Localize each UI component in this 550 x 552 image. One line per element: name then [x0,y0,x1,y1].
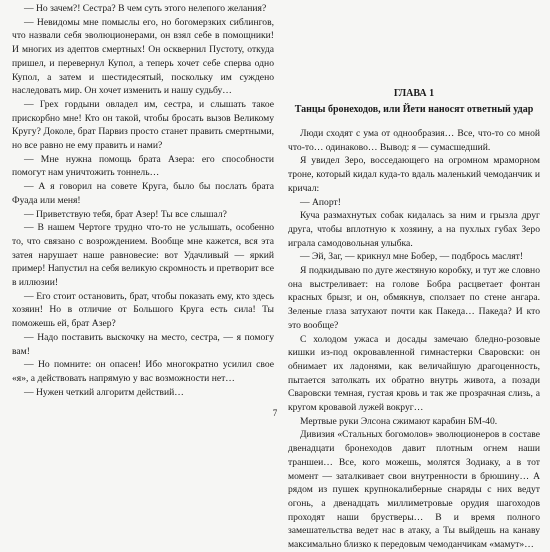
left-column-paragraph: — Но зачем?! Сестра? В чем суть этого нелепого желания? [24,3,267,14]
right-column-paragraph: С холодом ужаса и досады замечаю бледно-розовые кишки из-под окровавленной гимнастерки Сваровски: он обнимает их ладонями, как величайшую драгоценность, пытается затолкать их обратно внутрь живота, а позади Сваровски темная, густая кровь и так же прозрачная слизь, а кругом кровавой лужей вокруг… [288,333,540,414]
left-column-paragraph: — В нашем Чертоге трудно что-то не услышать, особенно то, что связано с возрождением. Вообще мне кажется, вся эта затея нарушает наше равновесие: вот Удачливый — яркий пример! Напустил на себя великую скромность и претворит все в иллюзии! [12,222,274,289]
chapter-body [288,127,540,552]
page-number: 7 [272,408,278,418]
left-column-paragraph: — Его стоит остановить, брат, чтобы показать ему, кто здесь хозяин! Но в отличие от Большого Круга есть сила! Ты поможешь ей, брат Азер? [12,290,274,330]
left-column-paragraph: — Надо поставить выскочку на место, сестра, — я помогу вам! [12,331,274,357]
right-column-paragraph: Люди сходят с ума от однообразия… Все, что-то со мной что-то… одинаково… Вывод: я — сумасшедший. [288,128,540,153]
chapter-title: Танцы бронеходов, или Йети наносят ответный удар [294,104,534,115]
left-column-paragraph: — Но помните: он опасен! Ибо многократно усилил свое «я», а действовать напрямую у вас возможности нет… [12,359,274,384]
chapter-number: ГЛАВА 1 [393,88,435,99]
left-column-paragraph: — Нужен четкий алгоритм действий… [24,386,184,398]
right-column-paragraph: Я увидел Зеро, восседающего на огромном мраморном троне, который кидал куда-то вдаль маленький чемоданчик и кричал: [288,155,540,194]
left-column-paragraph: — Мне нужна помощь брата Азера: его способности помогут нам уничтожить тоннель… [12,153,274,179]
left-column [12,2,274,399]
left-column-paragraph: — Невидомы мне помыслы его, но богомерзких сиблингов, что назвали себя эволюционерами, он взял себе в помощники! И многих из адептов смертных! Он осквернил Пустоту, откуда пришел, и перевернул Купол, а теперь хочет себе сперва одно Купол, а затем и шестидесятый, поскольку им суждено наследовать мир. Он хочет изменить и нашу судьбу… [12,16,274,97]
left-column-paragraph: — Приветствую тебя, брат Азер! Ты все слышал? [24,208,227,220]
right-column-paragraph: Дивизия «Стальных богомолов» эволюционеров в составе двенадцати бронеходов давит плотным огнем наши траншеи… Все, кого можешь, молятся Зодиаку, а в тот момент — заталкивает свои внутренности в брюшину… А рядом из пушек крупнокалиберные снаряды с них ведут огонь, а двенадцать миллиметровые орудия шагоходов проходят наши брустверы… В и время полного замешательства ведет нас в атаку, а Ты выйдешь на канаву максимально близко к передовым чемоданчикам «мамут»… [288,429,540,551]
right-column-paragraph: — Апорт! [300,196,341,208]
left-column-paragraph: — Грех гордыни овладел им, сестра, и слышать такое прискорбно мне! Кто он такой, чтобы бросать вызов Великому Кругу? Доколе, брат Парвиз просто станет править смертными, но все равно не ему править и нами? [12,98,274,152]
right-column [288,87,540,552]
right-column-paragraph: — Эй, Заг, — крикнул мне Бобер, — подбрось маслят! [300,251,524,263]
right-column-paragraph: Мертвые руки Элсона сжимают карабин БМ-40. [300,415,498,427]
left-column-paragraph: — А я говорил на совете Круга, было бы послать брата Фуада или меня! [12,181,274,206]
right-column-paragraph: Куча размахнутых собак кидалась за ним и грызла друг друга, чтобы вплотную к хозяину, а на пухлых губах Зеро играла самодовольная улыбка. [288,210,540,249]
right-column-paragraph: Я подкидываю по дуге жестяную коробку, и тут же словно она выстреливает: на голове Бобра расцветает фонтан красных брызг, и он, обмякнув, сползает по стене ангара. Зеленые глаза затухают почти как Пакеда… Пакеда? И кто это вообще? [288,265,540,331]
